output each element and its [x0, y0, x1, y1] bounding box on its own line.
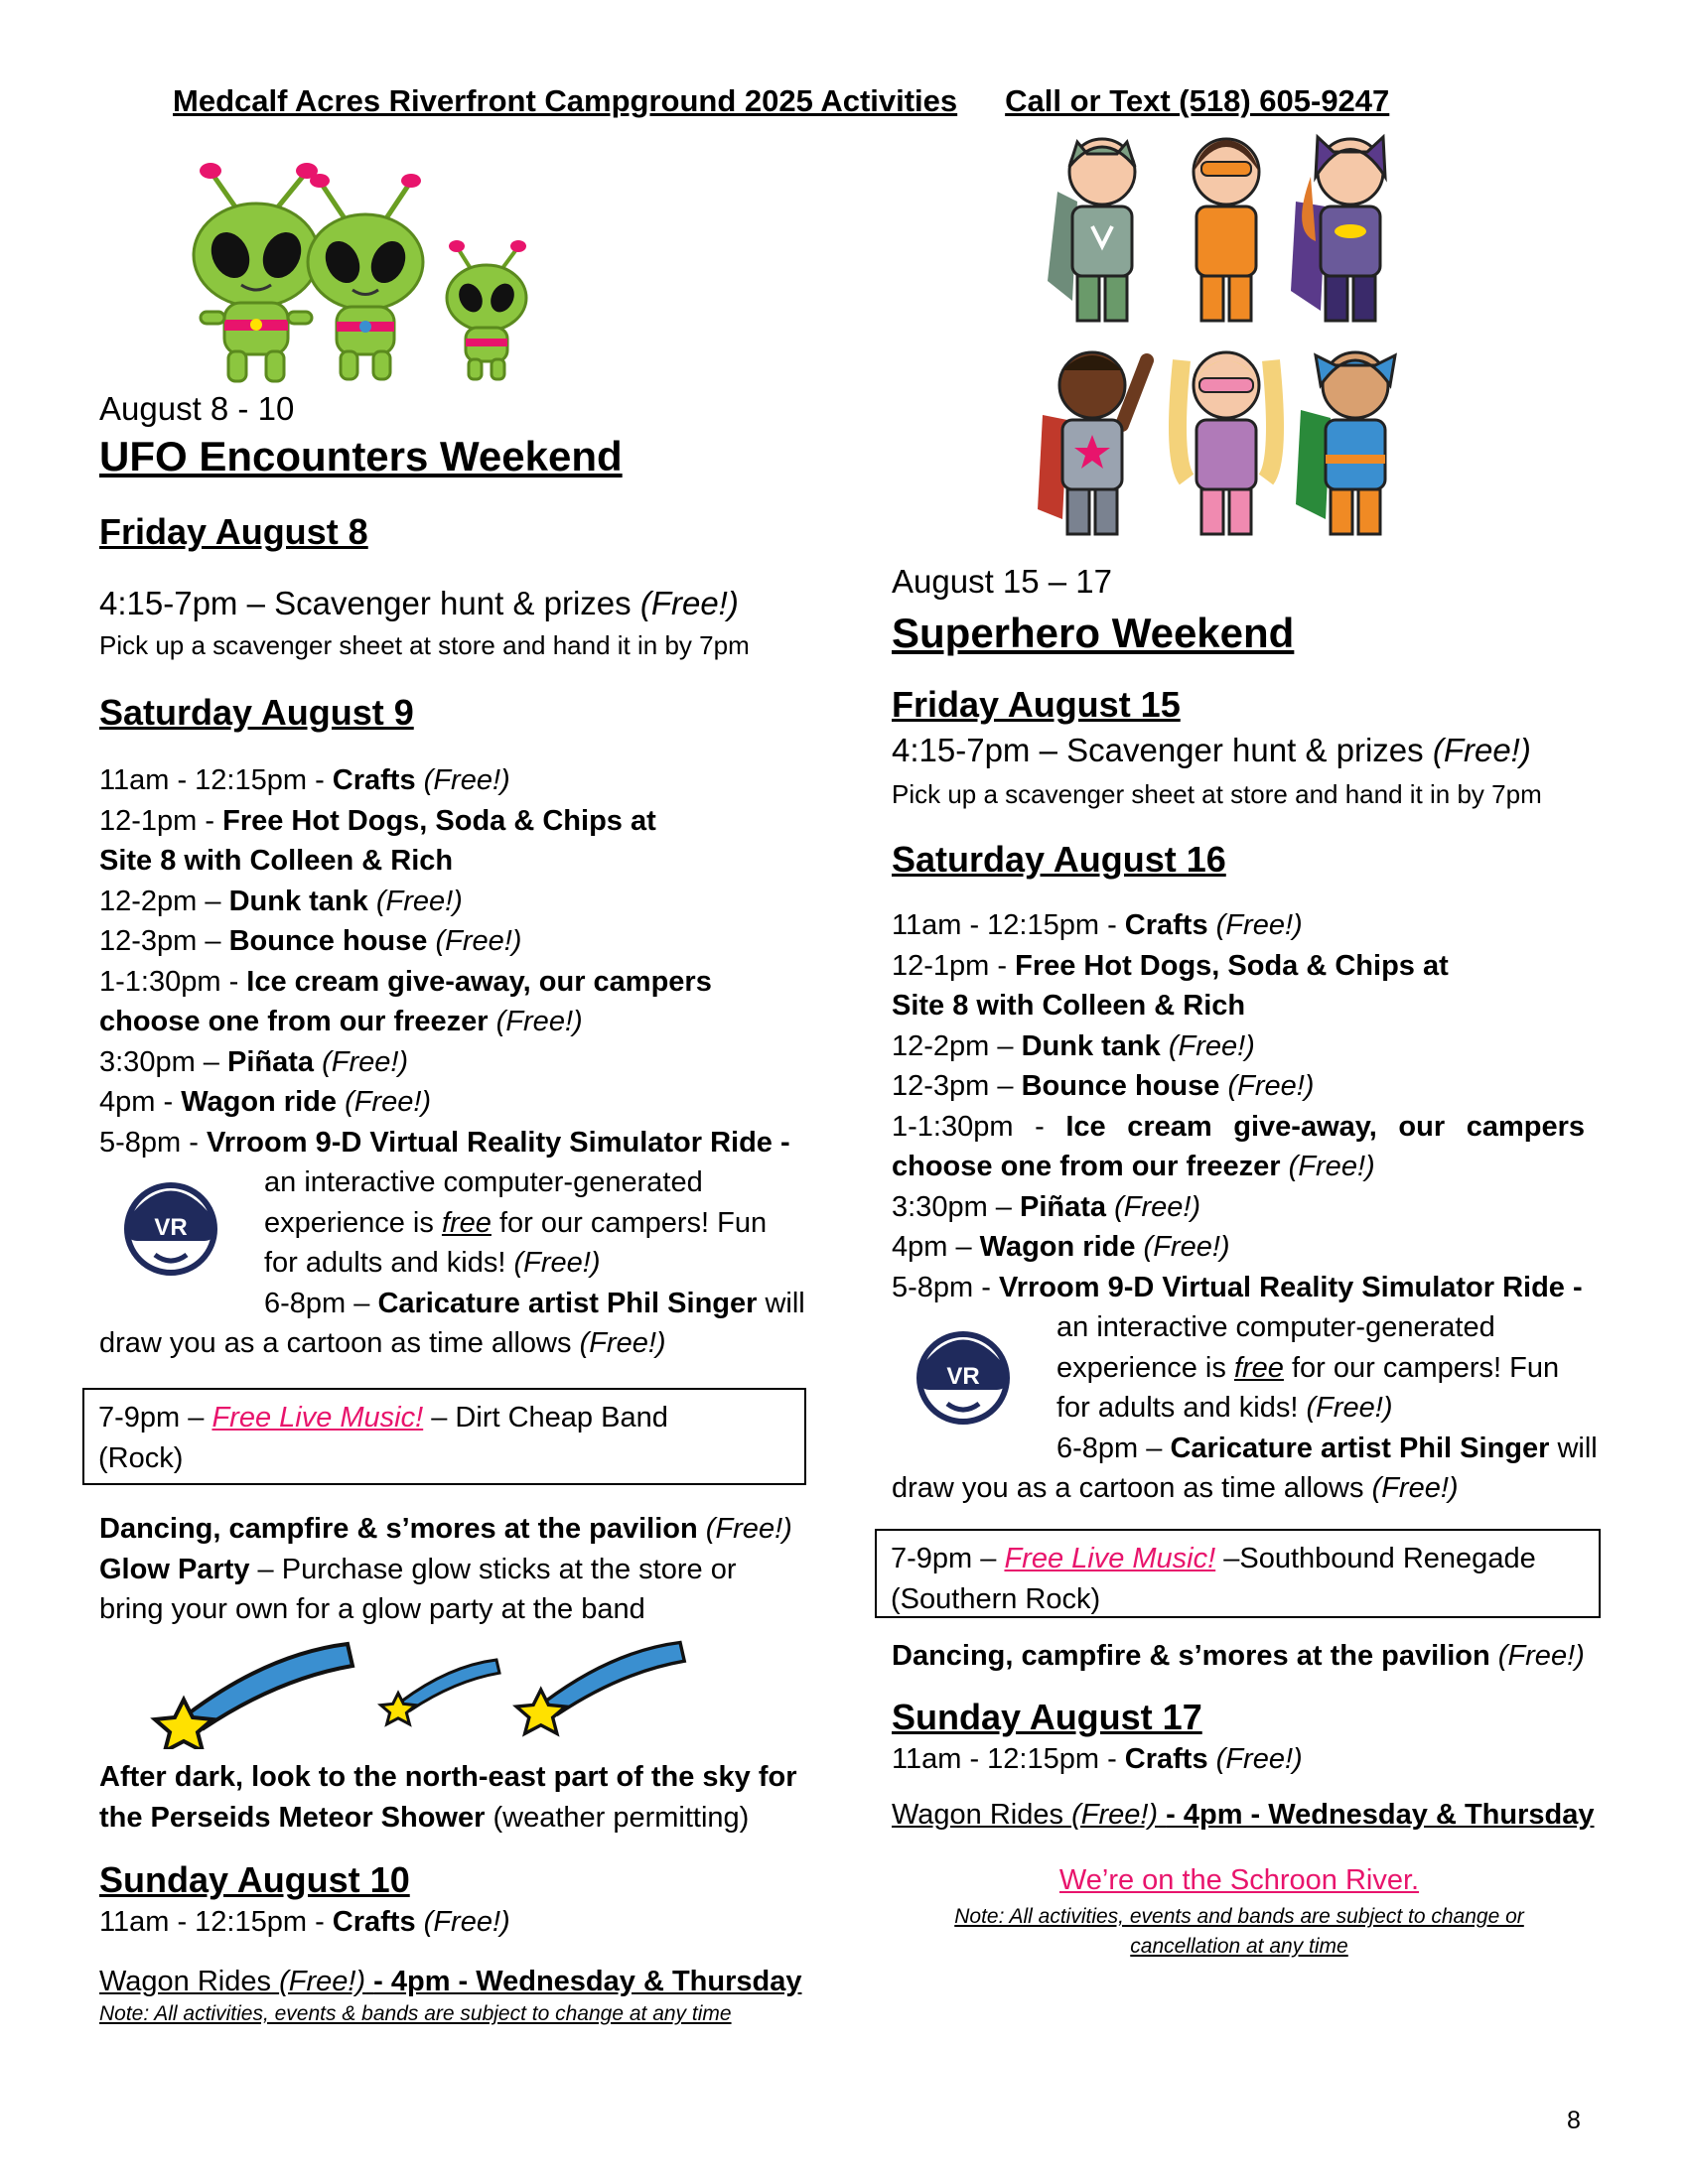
free-live-music-link[interactable]: Free Live Music!	[1004, 1543, 1216, 1574]
list-item: 6-8pm – Caricature artist Phil Singer will	[1056, 1432, 1598, 1464]
schroon-river-link[interactable]: We’re on the Schroon River.	[1058, 1864, 1420, 1896]
list-item: bring your own for a glow party at the band	[99, 1593, 645, 1625]
superhero-friday-line: 4:15-7pm – Scavenger hunt & prizes (Free!)	[892, 732, 1531, 768]
list-item: 12-2pm – Dunk tank (Free!)	[892, 1029, 1255, 1062]
ufo-dates: August 8 - 10	[99, 390, 295, 427]
free-live-music-link[interactable]: Free Live Music!	[211, 1402, 424, 1433]
music-genre: (Southern Rock)	[891, 1582, 1101, 1615]
list-item: experience is free for our campers! Fun	[264, 1206, 768, 1239]
list-item: 11am - 12:15pm - Crafts (Free!)	[892, 909, 1303, 941]
ufo-friday-sub: Pick up a scavenger sheet at store and hand it in by 7pm	[99, 630, 750, 660]
superhero-note-line1: Note: All activities, events and bands are subject to change or	[954, 1905, 1524, 1928]
list-item: 1-1:30pm - Ice cream give-away, our campers	[99, 965, 712, 998]
superhero-note-line2: cancellation at any time	[1130, 1935, 1348, 1958]
list-item: 12-1pm - Free Hot Dogs, Soda & Chips at	[892, 949, 1449, 982]
list-item: draw you as a cartoon as time allows (Free!)	[99, 1327, 666, 1359]
list-item: Dancing, campfire & s’mores at the pavilion (Free!)	[99, 1513, 792, 1545]
list-item: for adults and kids! (Free!)	[264, 1247, 601, 1279]
vr-badge-text: VR	[154, 1214, 188, 1241]
page-header	[173, 83, 1508, 119]
superhero-saturday-heading: Saturday August 16	[892, 839, 1226, 880]
vr-headset-icon	[115, 1169, 226, 1281]
list-item: an interactive computer-generated	[1056, 1311, 1495, 1343]
vr-headset-icon	[908, 1318, 1019, 1430]
list-item: an interactive computer-generated	[264, 1166, 703, 1198]
music-line: 7-9pm – Free Live Music! –Southbound Renegade	[891, 1543, 1536, 1574]
meteor-shower-text: After dark, look to the north-east part of the sky for the Perseids Meteor Shower (weather permitting)	[99, 1761, 797, 1834]
superhero-clipart	[1033, 127, 1440, 559]
superhero-sunday-crafts: 11am - 12:15pm - Crafts (Free!)	[892, 1743, 1303, 1775]
page-number: 8	[1567, 2107, 1581, 2134]
list-item: 4pm - Wagon ride (Free!)	[99, 1086, 432, 1118]
superhero-live-music-box	[875, 1529, 1601, 1618]
list-item: Site 8 with Colleen & Rich	[892, 990, 1246, 1022]
ufo-friday-line: 4:15-7pm – Scavenger hunt & prizes (Free!)	[99, 585, 739, 621]
list-item: experience is free for our campers! Fun	[1056, 1351, 1560, 1384]
list-item: 6-8pm – Caricature artist Phil Singer will	[264, 1287, 805, 1319]
list-item: choose one from our freezer (Free!)	[892, 1151, 1375, 1182]
superhero-dates: August 15 – 17	[892, 563, 1113, 600]
list-item: 1-1:30pm - Ice cream give-away, our campers	[892, 1110, 1585, 1143]
music-genre: (Rock)	[98, 1441, 184, 1474]
list-item: 12-2pm – Dunk tank (Free!)	[99, 885, 463, 917]
list-item: 3:30pm – Piñata (Free!)	[892, 1190, 1201, 1223]
list-item: 12-3pm – Bounce house (Free!)	[99, 925, 522, 957]
ufo-weekend-column	[99, 389, 814, 482]
ufo-wagon-rides: Wagon Rides (Free!) - 4pm - Wednesday & Thursday	[99, 1966, 802, 1997]
superhero-wagon-rides: Wagon Rides (Free!) - 4pm - Wednesday & Thursday	[892, 1799, 1595, 1831]
list-item: 4pm – Wagon ride (Free!)	[892, 1231, 1230, 1263]
list-item: 5-8pm - Vrroom 9-D Virtual Reality Simulator Ride -	[892, 1271, 1583, 1303]
list-item: for adults and kids! (Free!)	[1056, 1392, 1393, 1424]
alien-clipart	[187, 161, 554, 391]
list-item: Glow Party – Purchase glow sticks at the store or	[99, 1553, 737, 1585]
list-item: 12-3pm – Bounce house (Free!)	[892, 1070, 1315, 1102]
list-item: draw you as a cartoon as time allows (Free!)	[892, 1472, 1459, 1504]
list-item: 3:30pm – Piñata (Free!)	[99, 1045, 409, 1078]
list-item: 5-8pm - Vrroom 9-D Virtual Reality Simulator Ride -	[99, 1126, 790, 1159]
header-phone: Call or Text (518) 605-9247	[1005, 83, 1390, 118]
superhero-friday-heading: Friday August 15	[892, 684, 1181, 725]
ufo-friday-heading: Friday August 8	[99, 511, 368, 552]
ufo-sunday-heading: Sunday August 10	[99, 1859, 410, 1900]
superhero-title: Superhero Weekend	[892, 610, 1295, 656]
ufo-saturday-heading: Saturday August 9	[99, 692, 414, 733]
list-item: 11am - 12:15pm - Crafts (Free!)	[99, 764, 510, 796]
ufo-sunday-crafts: 11am - 12:15pm - Crafts (Free!)	[99, 1906, 510, 1938]
superhero-dancing: Dancing, campfire & s’mores at the pavilion (Free!)	[892, 1640, 1585, 1672]
ufo-live-music-box	[82, 1388, 806, 1485]
list-item: 12-1pm - Free Hot Dogs, Soda & Chips at	[99, 804, 656, 837]
superhero-sunday-heading: Sunday August 17	[892, 1697, 1202, 1737]
list-item: choose one from our freezer (Free!)	[99, 1006, 583, 1037]
superhero-friday-sub: Pick up a scavenger sheet at store and hand it in by 7pm	[892, 779, 1542, 809]
ufo-title: UFO Encounters Weekend	[99, 433, 623, 479]
vr-badge-text: VR	[946, 1363, 980, 1390]
music-line: 7-9pm – Free Live Music! – Dirt Cheap Band	[98, 1402, 668, 1433]
ufo-evening-list	[99, 1509, 814, 1630]
header-title: Medcalf Acres Riverfront Campground 2025 Activities	[173, 83, 958, 118]
list-item: Site 8 with Colleen & Rich	[99, 845, 454, 877]
shooting-stars-icon	[149, 1634, 745, 1749]
ufo-note: Note: All activities, events & bands are subject to change at any time	[99, 2002, 732, 2025]
